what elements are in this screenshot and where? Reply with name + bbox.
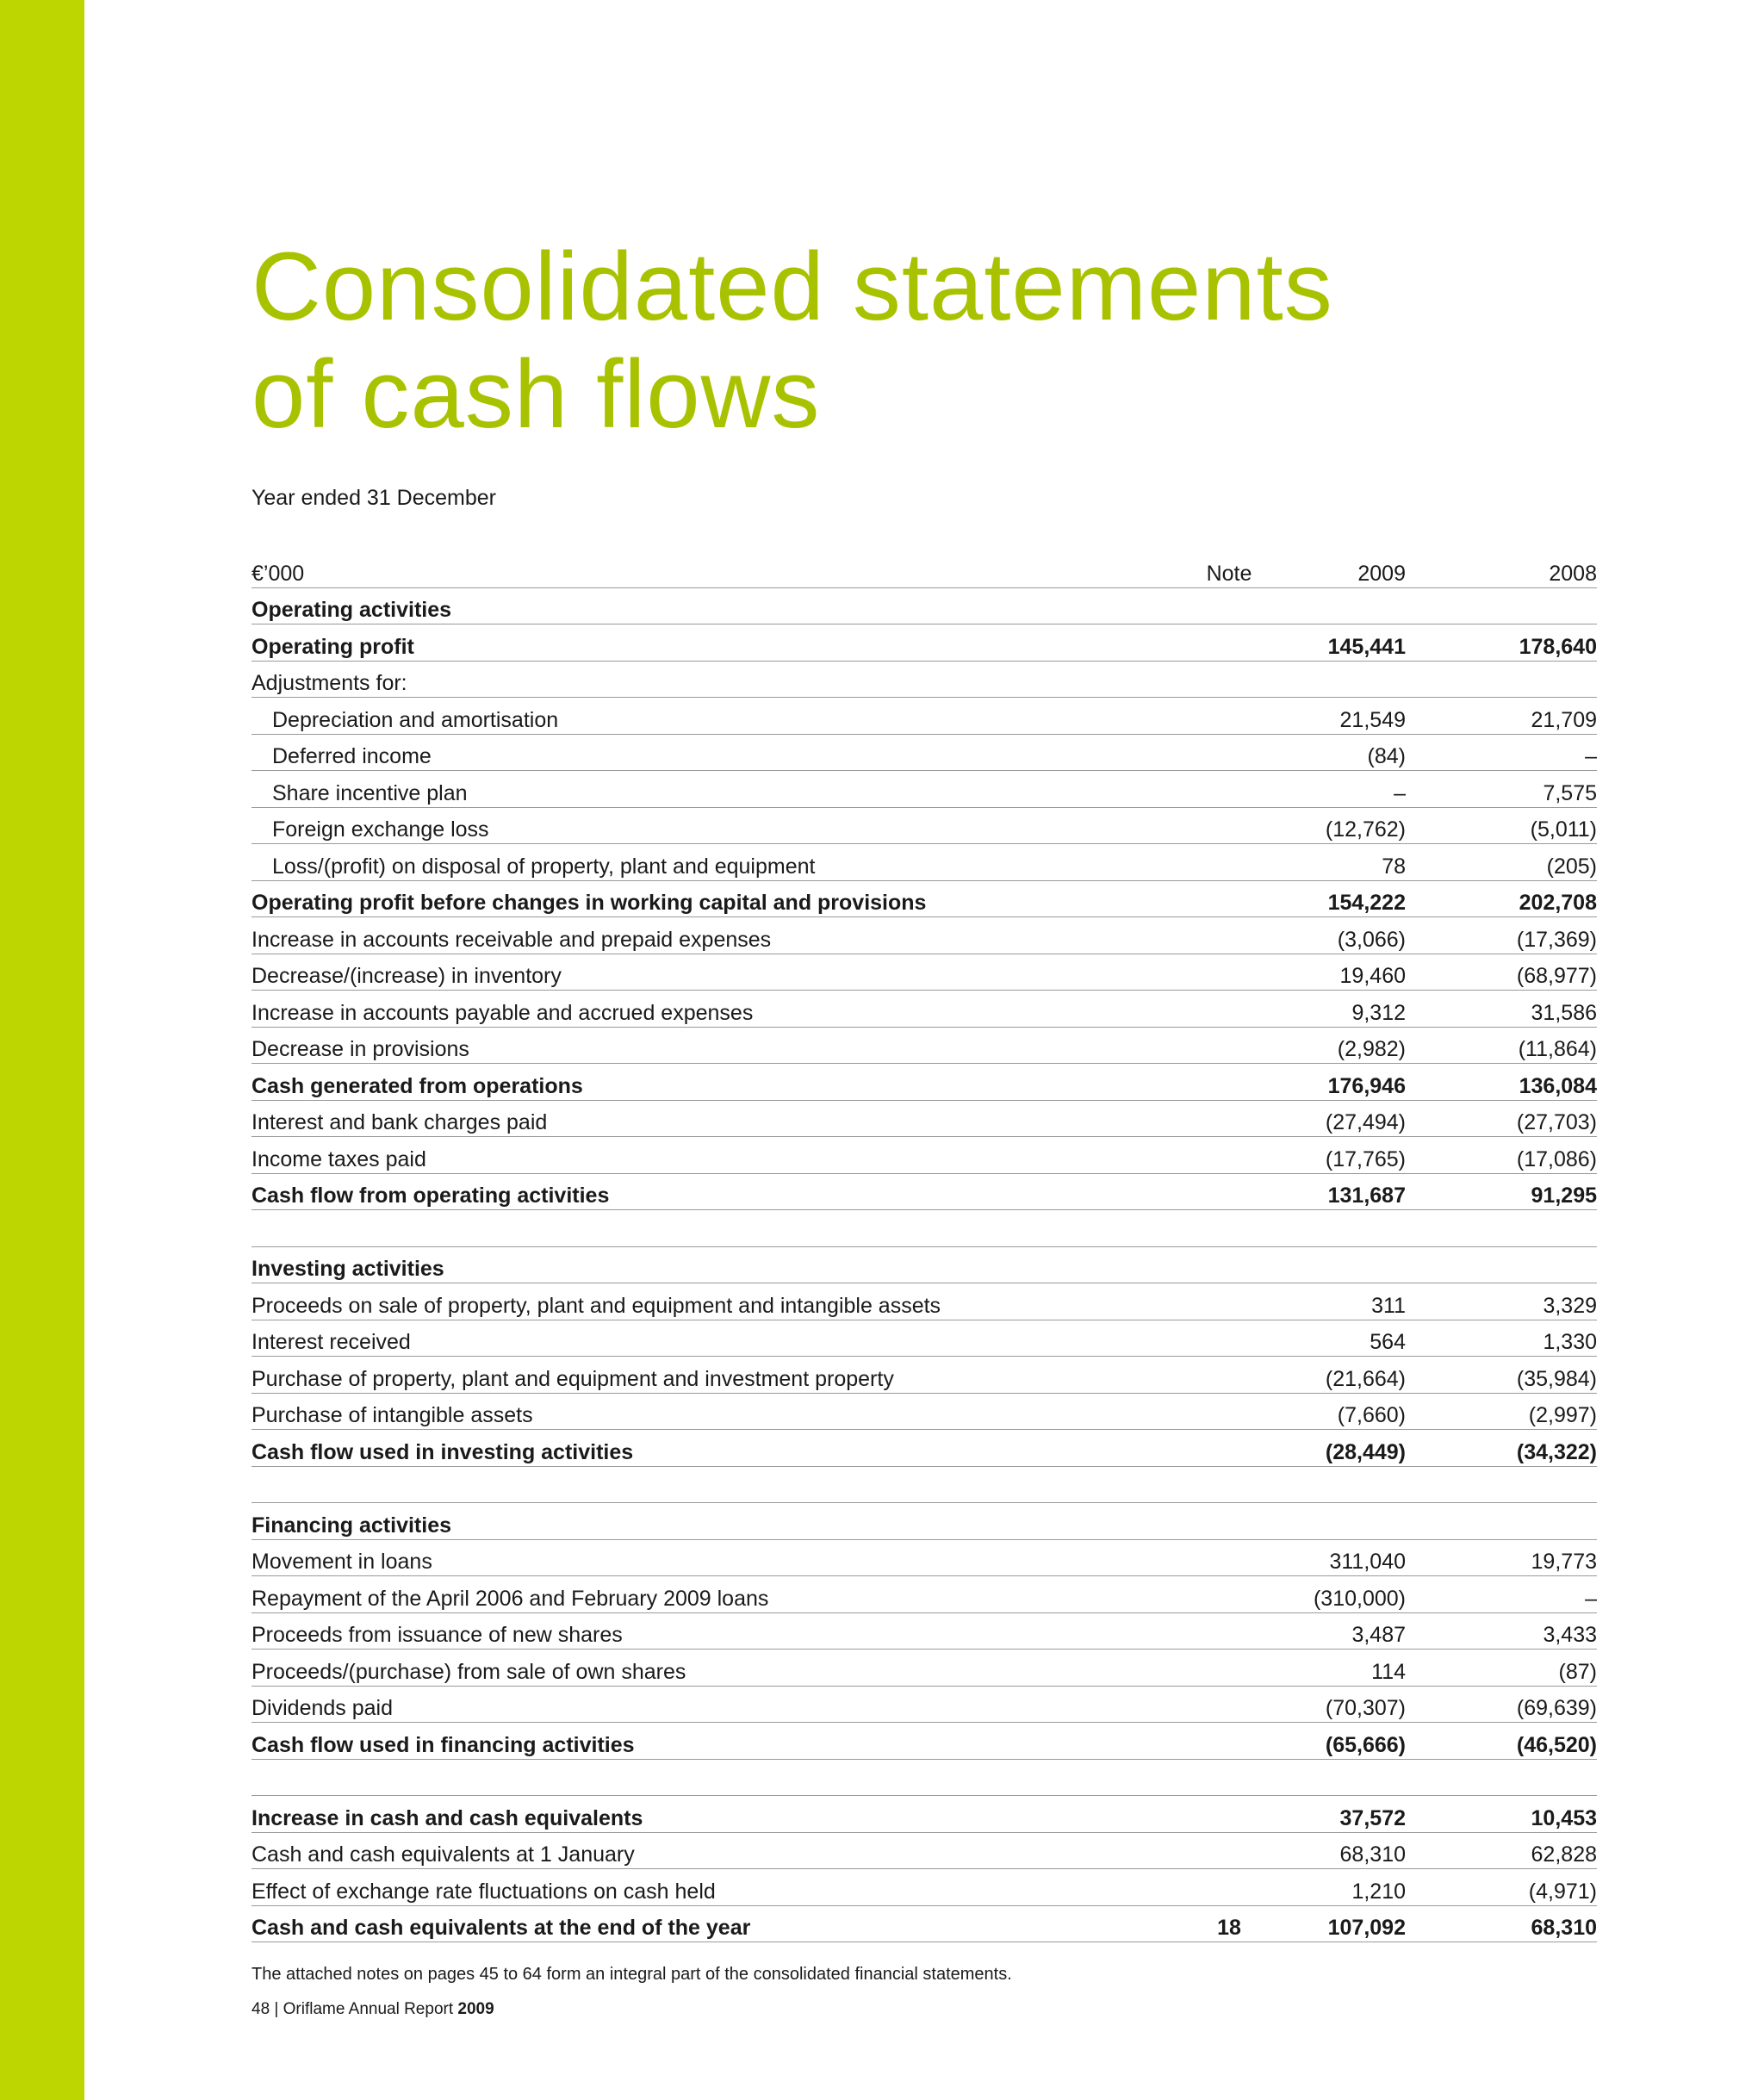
row-value-2009: (7,660) <box>1276 1393 1406 1430</box>
row-note <box>1113 1283 1276 1320</box>
row-label: Operating activities <box>252 587 1113 624</box>
row-value-2008 <box>1406 661 1597 698</box>
row-value-2008: – <box>1406 1576 1597 1613</box>
row-note <box>1113 1576 1276 1613</box>
row-label: Interest received <box>252 1320 1113 1357</box>
row-note <box>1113 1137 1276 1174</box>
table-row <box>252 954 1597 991</box>
row-value-2008: (68,977) <box>1406 954 1597 991</box>
table-row <box>252 1137 1597 1174</box>
row-value-2009: 37,572 <box>1276 1796 1406 1833</box>
table-row <box>252 1283 1597 1320</box>
row-value-2009: (21,664) <box>1276 1357 1406 1394</box>
row-label: Loss/(profit) on disposal of property, plant and equipment <box>252 844 1113 881</box>
row-value-2008: (17,086) <box>1406 1137 1597 1174</box>
row-note <box>1113 1869 1276 1906</box>
table-row <box>252 1650 1597 1687</box>
table-row <box>252 734 1597 771</box>
row-value-2008: 202,708 <box>1406 880 1597 917</box>
row-value-2008: 91,295 <box>1406 1173 1597 1210</box>
row-label: Foreign exchange loss <box>252 807 1113 844</box>
row-value-2009: 564 <box>1276 1320 1406 1357</box>
table-row <box>252 1723 1597 1760</box>
row-value-2008 <box>1406 1246 1597 1283</box>
row-note <box>1113 698 1276 735</box>
row-value-2009 <box>1276 1246 1406 1283</box>
row-note <box>1113 1466 1276 1503</box>
note-header: Note <box>1113 551 1276 587</box>
row-value-2008 <box>1406 1503 1597 1540</box>
unit-header: €’000 <box>252 551 1113 587</box>
table-row <box>252 587 1597 624</box>
row-label: Cash generated from operations <box>252 1064 1113 1101</box>
table-row <box>252 661 1597 698</box>
row-note <box>1113 1612 1276 1650</box>
row-value-2009: 107,092 <box>1276 1905 1406 1942</box>
row-value-2009: 1,210 <box>1276 1869 1406 1906</box>
table-row <box>252 1905 1597 1942</box>
page-title <box>252 233 1597 448</box>
row-value-2009: (28,449) <box>1276 1430 1406 1467</box>
row-value-2008: 178,640 <box>1406 624 1597 662</box>
row-value-2008: (2,997) <box>1406 1393 1597 1430</box>
row-value-2008 <box>1406 1466 1597 1503</box>
row-label: Decrease in provisions <box>252 1027 1113 1064</box>
row-value-2009: 311,040 <box>1276 1539 1406 1576</box>
row-value-2009: 145,441 <box>1276 624 1406 662</box>
row-note <box>1113 1064 1276 1101</box>
row-value-2008: 136,084 <box>1406 1064 1597 1101</box>
row-label: Adjustments for: <box>252 661 1113 698</box>
row-value-2009: (27,494) <box>1276 1100 1406 1137</box>
row-note <box>1113 734 1276 771</box>
row-label: Dividends paid <box>252 1686 1113 1723</box>
table-row <box>252 1430 1597 1467</box>
row-value-2009: 311 <box>1276 1283 1406 1320</box>
table-row <box>252 1027 1597 1064</box>
spacer-row <box>252 1210 1597 1247</box>
row-note <box>1113 1173 1276 1210</box>
row-value-2008 <box>1406 587 1597 624</box>
row-value-2009 <box>1276 1210 1406 1247</box>
row-value-2009: 19,460 <box>1276 954 1406 991</box>
row-label: Movement in loans <box>252 1539 1113 1576</box>
row-note <box>1113 1320 1276 1357</box>
row-value-2008: (27,703) <box>1406 1100 1597 1137</box>
row-value-2008 <box>1406 1210 1597 1247</box>
row-label: Depreciation and amortisation <box>252 698 1113 735</box>
row-value-2009: 131,687 <box>1276 1173 1406 1210</box>
row-value-2009 <box>1276 661 1406 698</box>
row-value-2009 <box>1276 1503 1406 1540</box>
row-value-2009: (70,307) <box>1276 1686 1406 1723</box>
row-label: Deferred income <box>252 734 1113 771</box>
row-value-2009: 114 <box>1276 1650 1406 1687</box>
row-value-2009: 9,312 <box>1276 991 1406 1028</box>
row-note <box>1113 624 1276 662</box>
row-note <box>1113 1539 1276 1576</box>
table-row <box>252 917 1597 954</box>
row-label: Decrease/(increase) in inventory <box>252 954 1113 991</box>
row-value-2008: 31,586 <box>1406 991 1597 1028</box>
row-label: Operating profit <box>252 624 1113 662</box>
row-value-2009: 78 <box>1276 844 1406 881</box>
row-label: Cash and cash equivalents at 1 January <box>252 1832 1113 1869</box>
row-label <box>252 1210 1113 1247</box>
row-label <box>252 1466 1113 1503</box>
row-note <box>1113 1210 1276 1247</box>
row-value-2008 <box>1406 1759 1597 1796</box>
row-value-2009: 176,946 <box>1276 1064 1406 1101</box>
row-note <box>1113 880 1276 917</box>
spacer-row <box>252 1466 1597 1503</box>
row-note <box>1113 1759 1276 1796</box>
row-note <box>1113 954 1276 991</box>
row-note <box>1113 1723 1276 1760</box>
row-value-2009: (2,982) <box>1276 1027 1406 1064</box>
row-value-2009: 68,310 <box>1276 1832 1406 1869</box>
title-line-2: of cash flows <box>252 340 821 448</box>
row-label: Proceeds on sale of property, plant and equipment and intangible assets <box>252 1283 1113 1320</box>
row-note <box>1113 1686 1276 1723</box>
row-value-2008: (17,369) <box>1406 917 1597 954</box>
table-row <box>252 1064 1597 1101</box>
row-value-2008: 21,709 <box>1406 698 1597 735</box>
row-label: Increase in accounts payable and accrued expenses <box>252 991 1113 1028</box>
row-note <box>1113 991 1276 1028</box>
table-row <box>252 1357 1597 1394</box>
row-note <box>1113 1650 1276 1687</box>
table-row <box>252 1869 1597 1906</box>
row-value-2008: 19,773 <box>1406 1539 1597 1576</box>
table-row <box>252 1686 1597 1723</box>
footnote: The attached notes on pages 45 to 64 form an integral part of the consolidated financial statements. <box>252 1965 1012 1984</box>
table-row <box>252 1796 1597 1833</box>
table-row <box>252 1100 1597 1137</box>
row-value-2009: 3,487 <box>1276 1612 1406 1650</box>
row-value-2008: (34,322) <box>1406 1430 1597 1467</box>
row-value-2008: 68,310 <box>1406 1905 1597 1942</box>
row-note <box>1113 587 1276 624</box>
row-note <box>1113 1357 1276 1394</box>
row-value-2009: (12,762) <box>1276 807 1406 844</box>
row-value-2009: (310,000) <box>1276 1576 1406 1613</box>
table-row <box>252 1246 1597 1283</box>
cash-flow-table <box>252 551 1597 1942</box>
title-line-1: Consolidated statements <box>252 233 1333 340</box>
table-row <box>252 807 1597 844</box>
row-label: Effect of exchange rate fluctuations on cash held <box>252 1869 1113 1906</box>
row-label: Financing activities <box>252 1503 1113 1540</box>
period-subtitle: Year ended 31 December <box>252 486 496 510</box>
row-value-2009: (3,066) <box>1276 917 1406 954</box>
row-note <box>1113 771 1276 808</box>
row-label: Cash and cash equivalents at the end of the year <box>252 1905 1113 1942</box>
row-label: Cash flow from operating activities <box>252 1173 1113 1210</box>
row-value-2008: (5,011) <box>1406 807 1597 844</box>
row-note <box>1113 917 1276 954</box>
row-value-2008: 62,828 <box>1406 1832 1597 1869</box>
row-value-2009 <box>1276 1466 1406 1503</box>
footer-text: 48 | Oriflame Annual Report <box>252 2000 458 2018</box>
table-row <box>252 624 1597 662</box>
row-value-2008: – <box>1406 734 1597 771</box>
row-note <box>1113 844 1276 881</box>
row-value-2008: (4,971) <box>1406 1869 1597 1906</box>
row-label: Cash flow used in financing activities <box>252 1723 1113 1760</box>
row-label: Repayment of the April 2006 and February 2009 loans <box>252 1576 1113 1613</box>
row-label: Cash flow used in investing activities <box>252 1430 1113 1467</box>
row-note <box>1113 1430 1276 1467</box>
page-content <box>252 233 1597 1985</box>
row-value-2008: 1,330 <box>1406 1320 1597 1357</box>
table-row <box>252 1576 1597 1613</box>
row-label: Increase in accounts receivable and prepaid expenses <box>252 917 1113 954</box>
row-label: Share incentive plan <box>252 771 1113 808</box>
row-note <box>1113 1100 1276 1137</box>
row-label: Increase in cash and cash equivalents <box>252 1796 1113 1833</box>
row-note <box>1113 1832 1276 1869</box>
row-label: Interest and bank charges paid <box>252 1100 1113 1137</box>
row-value-2008: (69,639) <box>1406 1686 1597 1723</box>
table-header-row <box>252 551 1597 587</box>
row-note <box>1113 1503 1276 1540</box>
row-value-2009 <box>1276 587 1406 624</box>
row-note <box>1113 661 1276 698</box>
table-row <box>252 1320 1597 1357</box>
row-value-2008: 3,329 <box>1406 1283 1597 1320</box>
row-label: Proceeds/(purchase) from sale of own shares <box>252 1650 1113 1687</box>
table-row <box>252 1539 1597 1576</box>
table-row <box>252 991 1597 1028</box>
row-value-2008: (87) <box>1406 1650 1597 1687</box>
row-label: Proceeds from issuance of new shares <box>252 1612 1113 1650</box>
row-note: 18 <box>1113 1905 1276 1942</box>
row-value-2009: (65,666) <box>1276 1723 1406 1760</box>
table-row <box>252 698 1597 735</box>
footer-year: 2009 <box>457 2000 494 2018</box>
table-row <box>252 771 1597 808</box>
row-value-2009 <box>1276 1759 1406 1796</box>
accent-side-bar <box>0 0 84 2100</box>
row-value-2008: 3,433 <box>1406 1612 1597 1650</box>
year-2008-header: 2008 <box>1406 551 1597 587</box>
row-value-2008: 7,575 <box>1406 771 1597 808</box>
page-footer <box>252 2000 494 2019</box>
row-value-2009: – <box>1276 771 1406 808</box>
row-note <box>1113 1027 1276 1064</box>
row-label: Purchase of property, plant and equipment and investment property <box>252 1357 1113 1394</box>
spacer-row <box>252 1759 1597 1796</box>
row-label: Income taxes paid <box>252 1137 1113 1174</box>
row-value-2009: (17,765) <box>1276 1137 1406 1174</box>
row-value-2009: 154,222 <box>1276 880 1406 917</box>
row-value-2008: (11,864) <box>1406 1027 1597 1064</box>
table-row <box>252 1612 1597 1650</box>
row-value-2008: (205) <box>1406 844 1597 881</box>
table-row <box>252 1503 1597 1540</box>
row-note <box>1113 807 1276 844</box>
row-value-2008: (46,520) <box>1406 1723 1597 1760</box>
row-label <box>252 1759 1113 1796</box>
row-note <box>1113 1393 1276 1430</box>
table-row <box>252 1173 1597 1210</box>
table-row <box>252 880 1597 917</box>
year-2009-header: 2009 <box>1276 551 1406 587</box>
table-row <box>252 844 1597 881</box>
row-value-2009: (84) <box>1276 734 1406 771</box>
row-value-2009: 21,549 <box>1276 698 1406 735</box>
row-value-2008: 10,453 <box>1406 1796 1597 1833</box>
row-value-2008: (35,984) <box>1406 1357 1597 1394</box>
row-label: Operating profit before changes in working capital and provisions <box>252 880 1113 917</box>
table-row <box>252 1393 1597 1430</box>
row-label: Investing activities <box>252 1246 1113 1283</box>
row-label: Purchase of intangible assets <box>252 1393 1113 1430</box>
row-note <box>1113 1246 1276 1283</box>
row-note <box>1113 1796 1276 1833</box>
table-row <box>252 1832 1597 1869</box>
